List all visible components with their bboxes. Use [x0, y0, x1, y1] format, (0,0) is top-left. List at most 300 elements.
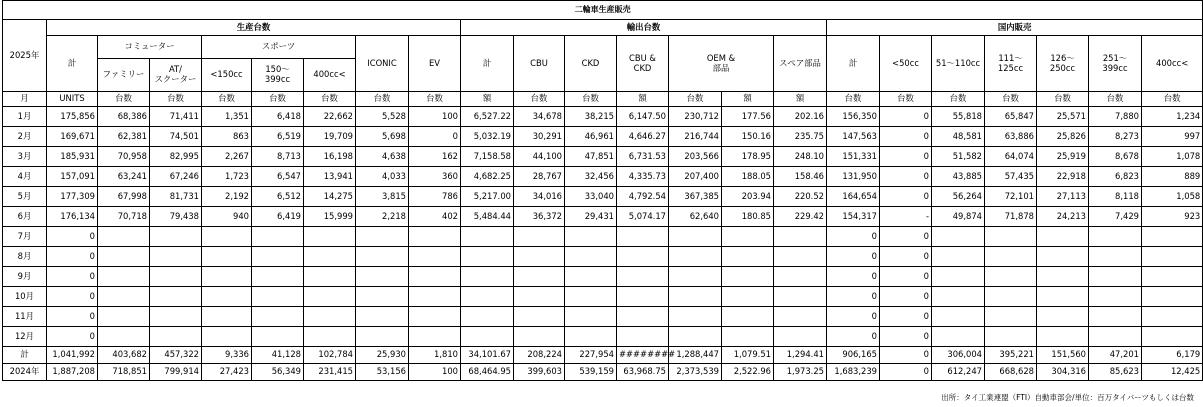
table-cell: [409, 327, 461, 347]
table-cell: [1037, 227, 1089, 247]
table-cell: 457,322: [150, 347, 202, 364]
table-cell: 70,958: [98, 147, 150, 167]
table-cell: 74,501: [150, 127, 202, 147]
table-cell: 612,247: [932, 364, 985, 381]
unit-label: 額: [722, 92, 774, 107]
table-cell: [932, 247, 985, 267]
table-cell: [98, 227, 150, 247]
unit-label: 台数: [1142, 92, 1203, 107]
table-row: [3, 107, 1203, 127]
table-cell: [461, 327, 514, 347]
table-cell: 180.85: [722, 207, 774, 227]
table-cell: 203,566: [669, 147, 722, 167]
table-cell: 5,032.19: [461, 127, 514, 147]
table-cell: [202, 247, 252, 267]
table-cell: 0: [827, 327, 880, 347]
table-cell: 157,091: [47, 167, 98, 187]
table-cell: 0: [47, 307, 98, 327]
table-cell: [304, 247, 356, 267]
table-cell: 162: [409, 147, 461, 167]
header-150-399: 150〜 399cc: [252, 59, 304, 92]
table-cell: [985, 307, 1037, 327]
month-label: 10月: [3, 287, 47, 307]
table-cell: 34,678: [514, 107, 565, 127]
header-ev: EV: [409, 36, 461, 92]
table-cell: 4,033: [356, 167, 409, 187]
table-cell: 7,429: [1089, 207, 1142, 227]
table-cell: 6,419: [252, 207, 304, 227]
table-cell: 304,316: [1037, 364, 1089, 381]
table-cell: 15,999: [304, 207, 356, 227]
month-label: 11月: [3, 307, 47, 327]
table-cell: 3,815: [356, 187, 409, 207]
table-cell: 6,823: [1089, 167, 1142, 187]
table-cell: [98, 287, 150, 307]
table-cell: 208,224: [514, 347, 565, 364]
header-lt50: <50cc: [880, 36, 932, 92]
unit-label: 台数: [150, 92, 202, 107]
table-cell: [409, 247, 461, 267]
group-domestic: 国内販売: [827, 20, 1203, 36]
table-cell: 51,582: [932, 147, 985, 167]
table-cell: 47,201: [1089, 347, 1142, 364]
table-cell: [356, 247, 409, 267]
table-cell: [202, 327, 252, 347]
table-cell: 0: [880, 347, 932, 364]
table-cell: [617, 247, 669, 267]
header-export-total: 計: [461, 36, 514, 92]
table-cell: 43,885: [932, 167, 985, 187]
header-spare: スペア部品: [774, 36, 827, 92]
table-cell: 248.10: [774, 147, 827, 167]
table-cell: 220.52: [774, 187, 827, 207]
unit-label: 額: [617, 92, 669, 107]
table-cell: [1089, 307, 1142, 327]
table-cell: 403,682: [98, 347, 150, 364]
table-cell: 1,294.41: [774, 347, 827, 364]
table-cell: [669, 247, 722, 267]
table-cell: 0: [827, 307, 880, 327]
unit-label: 台数: [356, 92, 409, 107]
table-cell: [202, 307, 252, 327]
table-cell: 799,914: [150, 364, 202, 381]
table-cell: [98, 247, 150, 267]
table-cell: 1,351: [202, 107, 252, 127]
table-cell: 8,678: [1089, 147, 1142, 167]
unit-label: 台数: [98, 92, 150, 107]
unit-label: 額: [461, 92, 514, 107]
table-cell: [514, 327, 565, 347]
unit-label: 台数: [409, 92, 461, 107]
table-cell: 176,134: [47, 207, 98, 227]
table-cell: [1089, 327, 1142, 347]
header-dom-total: 計: [827, 36, 880, 92]
table-cell: [461, 287, 514, 307]
table-cell: [150, 307, 202, 327]
table-cell: 0: [880, 127, 932, 147]
table-cell: 0: [47, 327, 98, 347]
table-cell: 0: [880, 227, 932, 247]
table-cell: 16,198: [304, 147, 356, 167]
table-row: [3, 247, 1203, 267]
table-cell: 786: [409, 187, 461, 207]
table-cell: 0: [880, 267, 932, 287]
table-cell: 25,919: [1037, 147, 1089, 167]
table-cell: 131,950: [827, 167, 880, 187]
table-cell: 68,386: [98, 107, 150, 127]
table-cell: 863: [202, 127, 252, 147]
table-cell: 889: [1142, 167, 1203, 187]
table-cell: [150, 287, 202, 307]
header-51-110: 51〜110cc: [932, 36, 985, 92]
table-title: 二輪車生産販売: [3, 1, 1203, 20]
table-row: [3, 267, 1203, 287]
table-cell: [1142, 227, 1203, 247]
table-cell: [409, 267, 461, 287]
table-cell: [1037, 247, 1089, 267]
table-cell: 62,381: [98, 127, 150, 147]
header-cbu: CBU: [514, 36, 565, 92]
table-cell: 0: [47, 227, 98, 247]
table-cell: 402: [409, 207, 461, 227]
table-cell: 70,718: [98, 207, 150, 227]
table-cell: 207,400: [669, 167, 722, 187]
table-cell: 0: [827, 267, 880, 287]
header-251-399: 251〜 399cc: [1089, 36, 1142, 92]
table-cell: 41,128: [252, 347, 304, 364]
table-cell: [565, 247, 617, 267]
header-year: 2025年: [3, 20, 47, 92]
table-cell: 14,275: [304, 187, 356, 207]
month-label: 4月: [3, 167, 47, 187]
table-cell: 0: [880, 247, 932, 267]
table-cell: 55,818: [932, 107, 985, 127]
table-cell: 158.46: [774, 167, 827, 187]
table-cell: 32,456: [565, 167, 617, 187]
table-cell: 216,744: [669, 127, 722, 147]
header-400-plus: 400cc<: [1142, 36, 1203, 92]
table-cell: 33,040: [565, 187, 617, 207]
month-label: 計: [3, 347, 47, 364]
table-cell: [150, 267, 202, 287]
table-cell: 5,528: [356, 107, 409, 127]
table-cell: 230,712: [669, 107, 722, 127]
month-label: 2月: [3, 127, 47, 147]
table-cell: 63,968.75: [617, 364, 669, 381]
table-cell: 63,886: [985, 127, 1037, 147]
table-cell: 1,288,447: [669, 347, 722, 364]
table-cell: 202.16: [774, 107, 827, 127]
table-cell: [985, 227, 1037, 247]
unit-label: 台数: [252, 92, 304, 107]
table-cell: 72,101: [985, 187, 1037, 207]
table-cell: 0: [880, 287, 932, 307]
table-cell: [409, 307, 461, 327]
table-cell: [1089, 227, 1142, 247]
unit-label: 台数: [827, 92, 880, 107]
unit-label: 台数: [1089, 92, 1142, 107]
table-cell: 178.95: [722, 147, 774, 167]
table-cell: 100: [409, 364, 461, 381]
table-cell: 85,623: [1089, 364, 1142, 381]
table-cell: 36,372: [514, 207, 565, 227]
table-cell: 718,851: [98, 364, 150, 381]
table-cell: [98, 267, 150, 287]
month-label: 3月: [3, 147, 47, 167]
table-cell: [1037, 307, 1089, 327]
table-cell: 5,698: [356, 127, 409, 147]
table-cell: [932, 227, 985, 247]
table-cell: [932, 267, 985, 287]
table-cell: [1037, 287, 1089, 307]
table-cell: [202, 287, 252, 307]
month-label: 12月: [3, 327, 47, 347]
header-oem: OEM & 部品: [669, 36, 774, 92]
table-cell: 67,246: [150, 167, 202, 187]
table-row: [3, 147, 1203, 167]
table-cell: 71,878: [985, 207, 1037, 227]
header-lt150: <150cc: [202, 59, 252, 92]
month-label: 8月: [3, 247, 47, 267]
table-cell: 56,264: [932, 187, 985, 207]
table-cell: 63,241: [98, 167, 150, 187]
table-cell: 156,350: [827, 107, 880, 127]
table-cell: 65,847: [985, 107, 1037, 127]
unit-label: 台数: [669, 92, 722, 107]
table-cell: [514, 227, 565, 247]
table-cell: 0: [827, 287, 880, 307]
table-cell: 367,385: [669, 187, 722, 207]
table-cell: [669, 327, 722, 347]
table-cell: 67,998: [98, 187, 150, 207]
table-cell: 19,709: [304, 127, 356, 147]
table-cell: [617, 327, 669, 347]
table-cell: [514, 287, 565, 307]
unit-label: 台数: [932, 92, 985, 107]
table-cell: 12,425: [1142, 364, 1203, 381]
table-cell: [1142, 327, 1203, 347]
table-cell: 0: [47, 287, 98, 307]
table-cell: 151,331: [827, 147, 880, 167]
table-cell: [356, 307, 409, 327]
table-cell: [985, 287, 1037, 307]
table-cell: [1089, 287, 1142, 307]
table-cell: 940: [202, 207, 252, 227]
table-cell: 30,291: [514, 127, 565, 147]
table-cell: [461, 227, 514, 247]
table-cell: [985, 327, 1037, 347]
table-cell: 6,527.22: [461, 107, 514, 127]
table-cell: [1089, 267, 1142, 287]
table-cell: 0: [827, 247, 880, 267]
table-cell: [774, 327, 827, 347]
table-cell: 27,113: [1037, 187, 1089, 207]
table-cell: [932, 327, 985, 347]
month-label: 1月: [3, 107, 47, 127]
table-cell: 906,165: [827, 347, 880, 364]
table-cell: 4,682.25: [461, 167, 514, 187]
table-cell: 2,373,539: [669, 364, 722, 381]
table-cell: 22,662: [304, 107, 356, 127]
table-cell: 9,336: [202, 347, 252, 364]
table-cell: [356, 267, 409, 287]
header-family: ファミリー: [98, 59, 150, 92]
table-cell: [774, 247, 827, 267]
table-cell: [565, 307, 617, 327]
table-cell: 7,880: [1089, 107, 1142, 127]
month-label: 9月: [3, 267, 47, 287]
table-cell: 38,215: [565, 107, 617, 127]
table-cell: [461, 247, 514, 267]
production-sales-table: [2, 0, 1203, 381]
table-cell: 0: [880, 364, 932, 381]
table-cell: 395,221: [985, 347, 1037, 364]
table-cell: 399,603: [514, 364, 565, 381]
table-cell: 64,074: [985, 147, 1037, 167]
table-cell: 25,571: [1037, 107, 1089, 127]
table-cell: 7,158.58: [461, 147, 514, 167]
month-label: 5月: [3, 187, 47, 207]
unit-label: 額: [774, 92, 827, 107]
table-cell: 68,464.95: [461, 364, 514, 381]
table-row: [3, 327, 1203, 347]
header-126-250: 126〜 250cc: [1037, 36, 1089, 92]
table-cell: 0: [409, 127, 461, 147]
table-cell: [98, 307, 150, 327]
table-cell: 227,954: [565, 347, 617, 364]
table-cell: 4,792.54: [617, 187, 669, 207]
table-cell: 668,628: [985, 364, 1037, 381]
table-cell: 2,267: [202, 147, 252, 167]
table-cell: [565, 267, 617, 287]
table-cell: [722, 247, 774, 267]
table-cell: 6,147.50: [617, 107, 669, 127]
table-cell: 4,646.27: [617, 127, 669, 147]
table-cell: [1037, 267, 1089, 287]
table-cell: [774, 307, 827, 327]
table-cell: [304, 267, 356, 287]
table-cell: [722, 307, 774, 327]
table-cell: [1142, 247, 1203, 267]
table-cell: [252, 287, 304, 307]
table-cell: 0: [880, 147, 932, 167]
table-cell: [202, 227, 252, 247]
table-cell: 6,547: [252, 167, 304, 187]
table-cell: [985, 267, 1037, 287]
table-cell: 306,004: [932, 347, 985, 364]
table-cell: [514, 247, 565, 267]
table-cell: 48,581: [932, 127, 985, 147]
table-cell: 2,192: [202, 187, 252, 207]
table-cell: [252, 267, 304, 287]
table-cell: 6,519: [252, 127, 304, 147]
table-cell: 49,874: [932, 207, 985, 227]
table-cell: [774, 287, 827, 307]
table-cell: [985, 247, 1037, 267]
table-cell: [409, 227, 461, 247]
table-cell: 0: [880, 107, 932, 127]
table-cell: 6,731.53: [617, 147, 669, 167]
table-cell: [932, 287, 985, 307]
table-cell: [150, 227, 202, 247]
table-cell: 29,431: [565, 207, 617, 227]
table-row: [3, 207, 1203, 227]
table-cell: 13,941: [304, 167, 356, 187]
table-cell: 6,512: [252, 187, 304, 207]
table-cell: 8,713: [252, 147, 304, 167]
header-sports: スポーツ: [202, 36, 356, 59]
table-cell: 229.42: [774, 207, 827, 227]
table-cell: 175,856: [47, 107, 98, 127]
table-cell: 1,973.25: [774, 364, 827, 381]
table-cell: [774, 227, 827, 247]
table-cell: [722, 327, 774, 347]
table-cell: 154,317: [827, 207, 880, 227]
table-cell: 4,335.73: [617, 167, 669, 187]
table-cell: [252, 247, 304, 267]
table-cell: 539,159: [565, 364, 617, 381]
unit-label: 台数: [514, 92, 565, 107]
table-cell: [722, 227, 774, 247]
table-cell: [774, 267, 827, 287]
table-cell: 25,930: [356, 347, 409, 364]
table-row: [3, 127, 1203, 147]
table-cell: [1142, 287, 1203, 307]
table-cell: 177.56: [722, 107, 774, 127]
group-export: 輸出台数: [461, 20, 827, 36]
table-cell: 151,560: [1037, 347, 1089, 364]
header-111-125: 111〜 125cc: [985, 36, 1037, 92]
table-cell: [1142, 307, 1203, 327]
table-cell: ########: [617, 347, 669, 364]
source-note: 出所：タイ工業連盟（FTI）自動車部会/単位：百万タイバーツもしくは台数: [941, 393, 1194, 402]
table-cell: 79,438: [150, 207, 202, 227]
table-cell: [356, 227, 409, 247]
table-cell: [304, 227, 356, 247]
table-row: [3, 167, 1203, 187]
header-ckd: CKD: [565, 36, 617, 92]
table-cell: 44,100: [514, 147, 565, 167]
table-cell: 47,851: [565, 147, 617, 167]
table-cell: 81,731: [150, 187, 202, 207]
table-row: [3, 227, 1203, 247]
table-cell: 8,273: [1089, 127, 1142, 147]
table-cell: 102,784: [304, 347, 356, 364]
table-cell: 1,079.51: [722, 347, 774, 364]
table-cell: 1,683,239: [827, 364, 880, 381]
table-cell: 34,101.67: [461, 347, 514, 364]
header-commuter: コミューター: [98, 36, 202, 59]
table-cell: 24,213: [1037, 207, 1089, 227]
table-cell: [304, 307, 356, 327]
table-cell: 0: [880, 327, 932, 347]
unit-units: UNITS: [47, 92, 98, 107]
group-production: 生産台数: [47, 20, 461, 36]
unit-label: 台数: [880, 92, 932, 107]
table-cell: 34,016: [514, 187, 565, 207]
table-cell: [565, 327, 617, 347]
table-cell: [617, 227, 669, 247]
table-cell: 1,723: [202, 167, 252, 187]
table-cell: [722, 267, 774, 287]
table-cell: 235.75: [774, 127, 827, 147]
table-cell: [514, 267, 565, 287]
table-cell: 4,638: [356, 147, 409, 167]
table-cell: 231,415: [304, 364, 356, 381]
table-cell: 2,218: [356, 207, 409, 227]
table-cell: [252, 307, 304, 327]
table-cell: [669, 287, 722, 307]
